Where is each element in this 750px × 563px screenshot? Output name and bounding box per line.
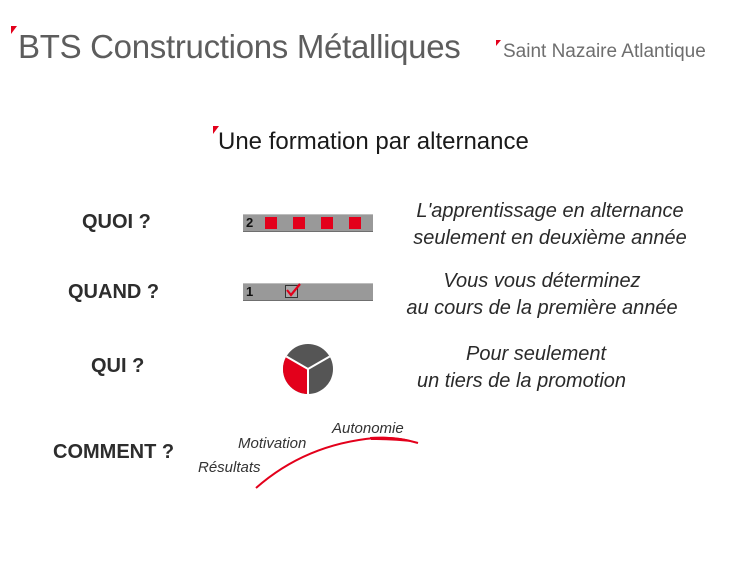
description-quoi — [390, 198, 710, 252]
bar-number-1: 1 — [246, 284, 254, 299]
description-qui — [398, 341, 658, 395]
description-qui-line2: un tiers de la promotion — [417, 370, 627, 392]
curve-label-motivation: Motivation — [238, 435, 307, 452]
subtitle-accent-mark — [496, 40, 501, 46]
first-year-bar — [243, 283, 373, 301]
section-heading: Une formation par alternance — [218, 128, 529, 155]
description-quand-line2: au cours de la première année — [406, 297, 678, 319]
page-subtitle: Saint Nazaire Atlantique — [503, 41, 706, 62]
description-quand — [382, 268, 702, 322]
title-accent-mark — [11, 26, 17, 34]
one-third-pie-icon — [281, 342, 335, 396]
second-year-bar — [243, 214, 373, 232]
bar-number-2: 2 — [246, 215, 254, 230]
curve-label-resultats: Résultats — [198, 459, 261, 476]
description-qui-line1: Pour seulement — [466, 343, 607, 365]
row-label-comment: COMMENT ? — [53, 441, 175, 463]
alternance-square — [349, 217, 361, 229]
description-quoi-line1: L'apprentissage en alternance — [416, 200, 684, 222]
alternance-square — [265, 217, 277, 229]
checkmark-icon — [284, 282, 302, 300]
description-quoi-line2: seulement en deuxième année — [413, 227, 687, 249]
alternance-square — [293, 217, 305, 229]
curve-label-autonomie: Autonomie — [332, 420, 404, 437]
row-label-quand: QUAND ? — [68, 281, 160, 303]
alternance-square — [321, 217, 333, 229]
page-title: BTS Constructions Métalliques — [18, 28, 461, 65]
description-quand-line1: Vous vous déterminez — [443, 270, 641, 292]
row-label-qui: QUI ? — [91, 355, 145, 377]
row-label-quoi: QUOI ? — [82, 211, 151, 233]
